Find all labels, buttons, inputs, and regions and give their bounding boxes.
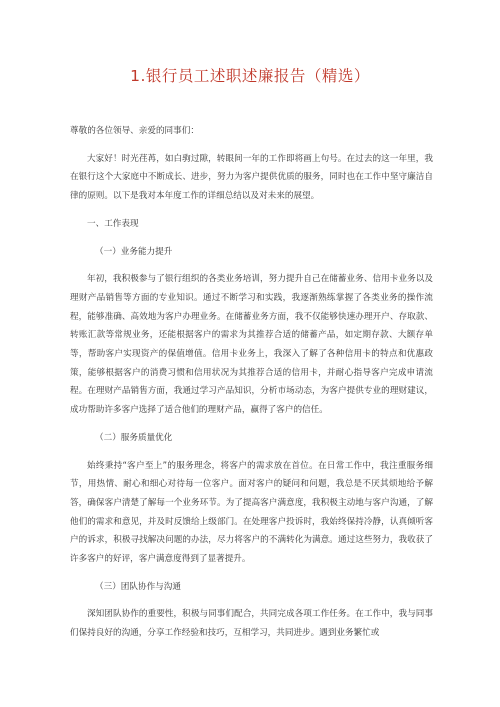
service-quality-paragraph: 始终秉持“客户至上”的服务理念，将客户的需求放在首位。在日常工作中，我注重服务细节，用热情、耐心和细心对待每一位客户。面对客户的疑问和问题，我总是不厌其烦地给予解答，确保客户清楚了解每一个业务环节。为了提高客户满意度，我积极主动地与客户沟通，了解他们的需求和意见，并及时反馈给上级部门。在处理客户投诉时，我始终保持冷静，认真倾听客户的诉求，积极寻找解决问题的办法，尽力将客户的不满转化为满意。通过这些努力，我收获了许多客户的好评，客户满意度得到了显著提升。 <box>70 460 433 565</box>
document-title: 1.银行员工述职述廉报告（精选） <box>130 67 370 85</box>
teamwork-paragraph: 深知团队协作的重要性，积极与同事们配合，共同完成各项工作任务。在工作中，我与同事们保持良好的沟通，分享工作经验和技巧，互相学习，共同进步。遇到业务繁忙或 <box>70 609 433 639</box>
subsection-heading-business-ability: （一）业务能力提升 <box>95 246 173 257</box>
section-heading-work-performance: 一、工作表现 <box>87 218 139 229</box>
business-ability-paragraph: 年初，我积极参与了银行组织的各类业务培训，努力提升自己在储蓄业务、信用卡业务以及理财产品销售等方面的专业知识。通过不断学习和实践，我逐渐熟练掌握了各类业务的操作流程，能够准确、高效地为客户办理业务。在储蓄业务方面，我不仅能够快速办理开户、存取款、转账汇款等常规业务，还能根据客户的需求为其推荐合适的储蓄产品，如定期存款、大额存单等，帮助客户实现资产的保值增值。信用卡业务上，我深入了解了各种信用卡的特点和优惠政策，能够根据客户的消费习惯和信用状况为其推荐合适的信用卡，并耐心指导客户完成申请流程。在理财产品销售方面，我通过学习产品知识，分析市场动态，为客户提供专业的理财建议，成功帮助许多客户选择了适合他们的理财产品，赢得了客户的信任。 <box>70 274 433 416</box>
subsection-heading-teamwork: （三）团队协作与沟通 <box>95 581 181 592</box>
subsection-heading-service-quality: （二）服务质量优化 <box>95 432 173 443</box>
document-body <box>70 122 433 643</box>
greeting: 尊敬的各位领导、亲爱的同事们： <box>70 126 199 136</box>
intro-paragraph: 大家好！时光荏苒，如白驹过隙，转眼间一年的工作即将画上句号。在过去的这一年里，我在银行这个大家庭中不断成长、进步，努力为客户提供优质的服务，同时也在工作中坚守廉洁自律的原则。以下是我对本年度工作的详细总结以及对未来的展望。 <box>70 153 433 202</box>
